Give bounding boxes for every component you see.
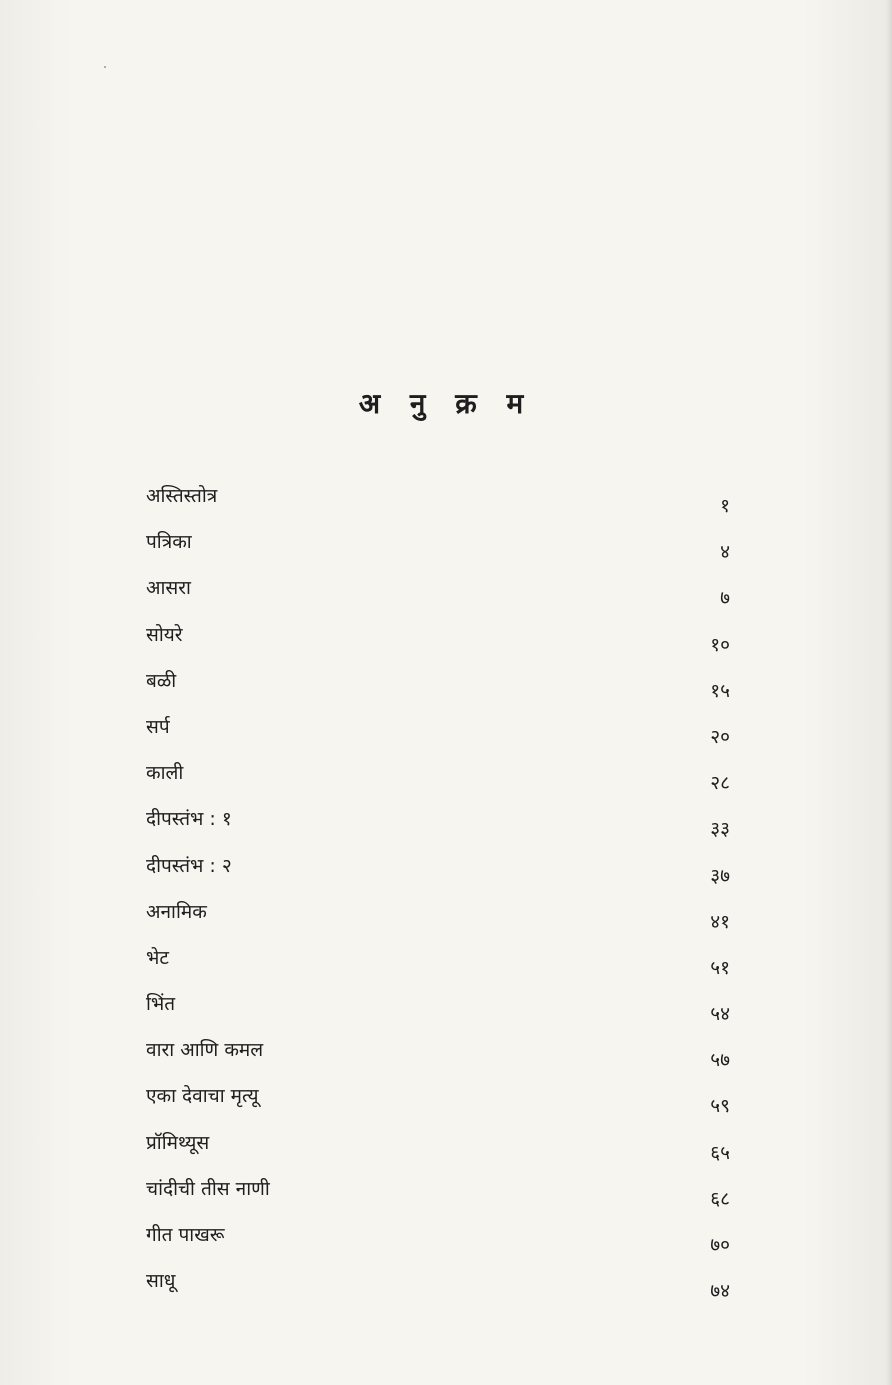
toc-entry: [146, 1032, 730, 1078]
toc-entry: [146, 709, 730, 755]
toc-entry-title: सर्प: [146, 715, 170, 738]
toc-entry: [146, 524, 730, 570]
toc-entry-title: सोयरे: [146, 623, 183, 646]
table-of-contents: [146, 478, 730, 1309]
toc-entry: [146, 1171, 730, 1217]
page-edge-shadow: [886, 0, 892, 1385]
toc-entry-title: दीपस्तंभ : १: [146, 808, 232, 831]
toc-entry: [146, 801, 730, 847]
toc-entry-page: ४: [720, 541, 730, 564]
toc-entry-title: बळी: [146, 669, 177, 692]
toc-entry: [146, 848, 730, 894]
toc-entry-page: २०: [710, 725, 730, 748]
toc-entry: [146, 894, 730, 940]
toc-entry-title: साधू: [146, 1270, 176, 1293]
toc-entry-title: चांदीची तीस नाणी: [146, 1177, 270, 1200]
toc-entry-title: गीत पाखरू: [146, 1224, 225, 1246]
toc-entry-page: १५: [710, 679, 730, 702]
toc-entry: [146, 617, 730, 663]
toc-entry: [146, 986, 730, 1032]
toc-entry-page: ३७: [710, 864, 730, 887]
toc-entry-page: ५४: [710, 1003, 730, 1026]
toc-entry-page: ६८: [710, 1187, 730, 1210]
toc-entry-title: आसरा: [146, 577, 191, 600]
toc-entry-page: ७४: [710, 1280, 730, 1303]
toc-entry-page: ३३: [710, 818, 730, 841]
toc-entry-page: ४१: [710, 910, 730, 933]
toc-entry-page: १०: [710, 633, 730, 656]
toc-entry-title: अनामिक: [146, 900, 207, 923]
toc-entry-title: वारा आणि कमल: [146, 1039, 264, 1062]
paper-speck: [104, 66, 106, 68]
toc-entry-page: ६५: [710, 1141, 730, 1164]
toc-entry: [146, 1125, 730, 1171]
toc-entry: [146, 478, 730, 524]
toc-entry-page: १: [720, 495, 730, 517]
contents-heading: अ नु क्र म: [358, 387, 534, 420]
toc-entry: [146, 570, 730, 616]
toc-entry-page: ५७: [710, 1049, 730, 1072]
toc-entry-title: काली: [146, 762, 184, 785]
toc-entry: [146, 1263, 730, 1309]
toc-entry-title: दीपस्तंभ : २: [146, 854, 232, 877]
toc-entry: [146, 755, 730, 801]
toc-entry-page: ७: [720, 587, 730, 610]
toc-entry-title: भिंत: [146, 993, 176, 1016]
toc-entry-title: भेट: [146, 946, 169, 969]
toc-entry: [146, 1217, 730, 1263]
toc-entry-title: पत्रिका: [146, 531, 192, 554]
toc-entry-title: प्रॉमिथ्यूस: [146, 1131, 210, 1154]
toc-entry-title: एका देवाचा मृत्यू: [146, 1085, 259, 1108]
toc-entry-title: अस्तिस्तोत्र: [146, 485, 218, 507]
toc-entry-page: ७०: [710, 1234, 730, 1256]
toc-entry-page: ५९: [710, 1095, 730, 1118]
toc-entry: [146, 940, 730, 986]
toc-entry-page: २८: [710, 772, 730, 795]
toc-entry-page: ५१: [710, 956, 730, 979]
toc-entry: [146, 663, 730, 709]
toc-entry: [146, 1078, 730, 1124]
